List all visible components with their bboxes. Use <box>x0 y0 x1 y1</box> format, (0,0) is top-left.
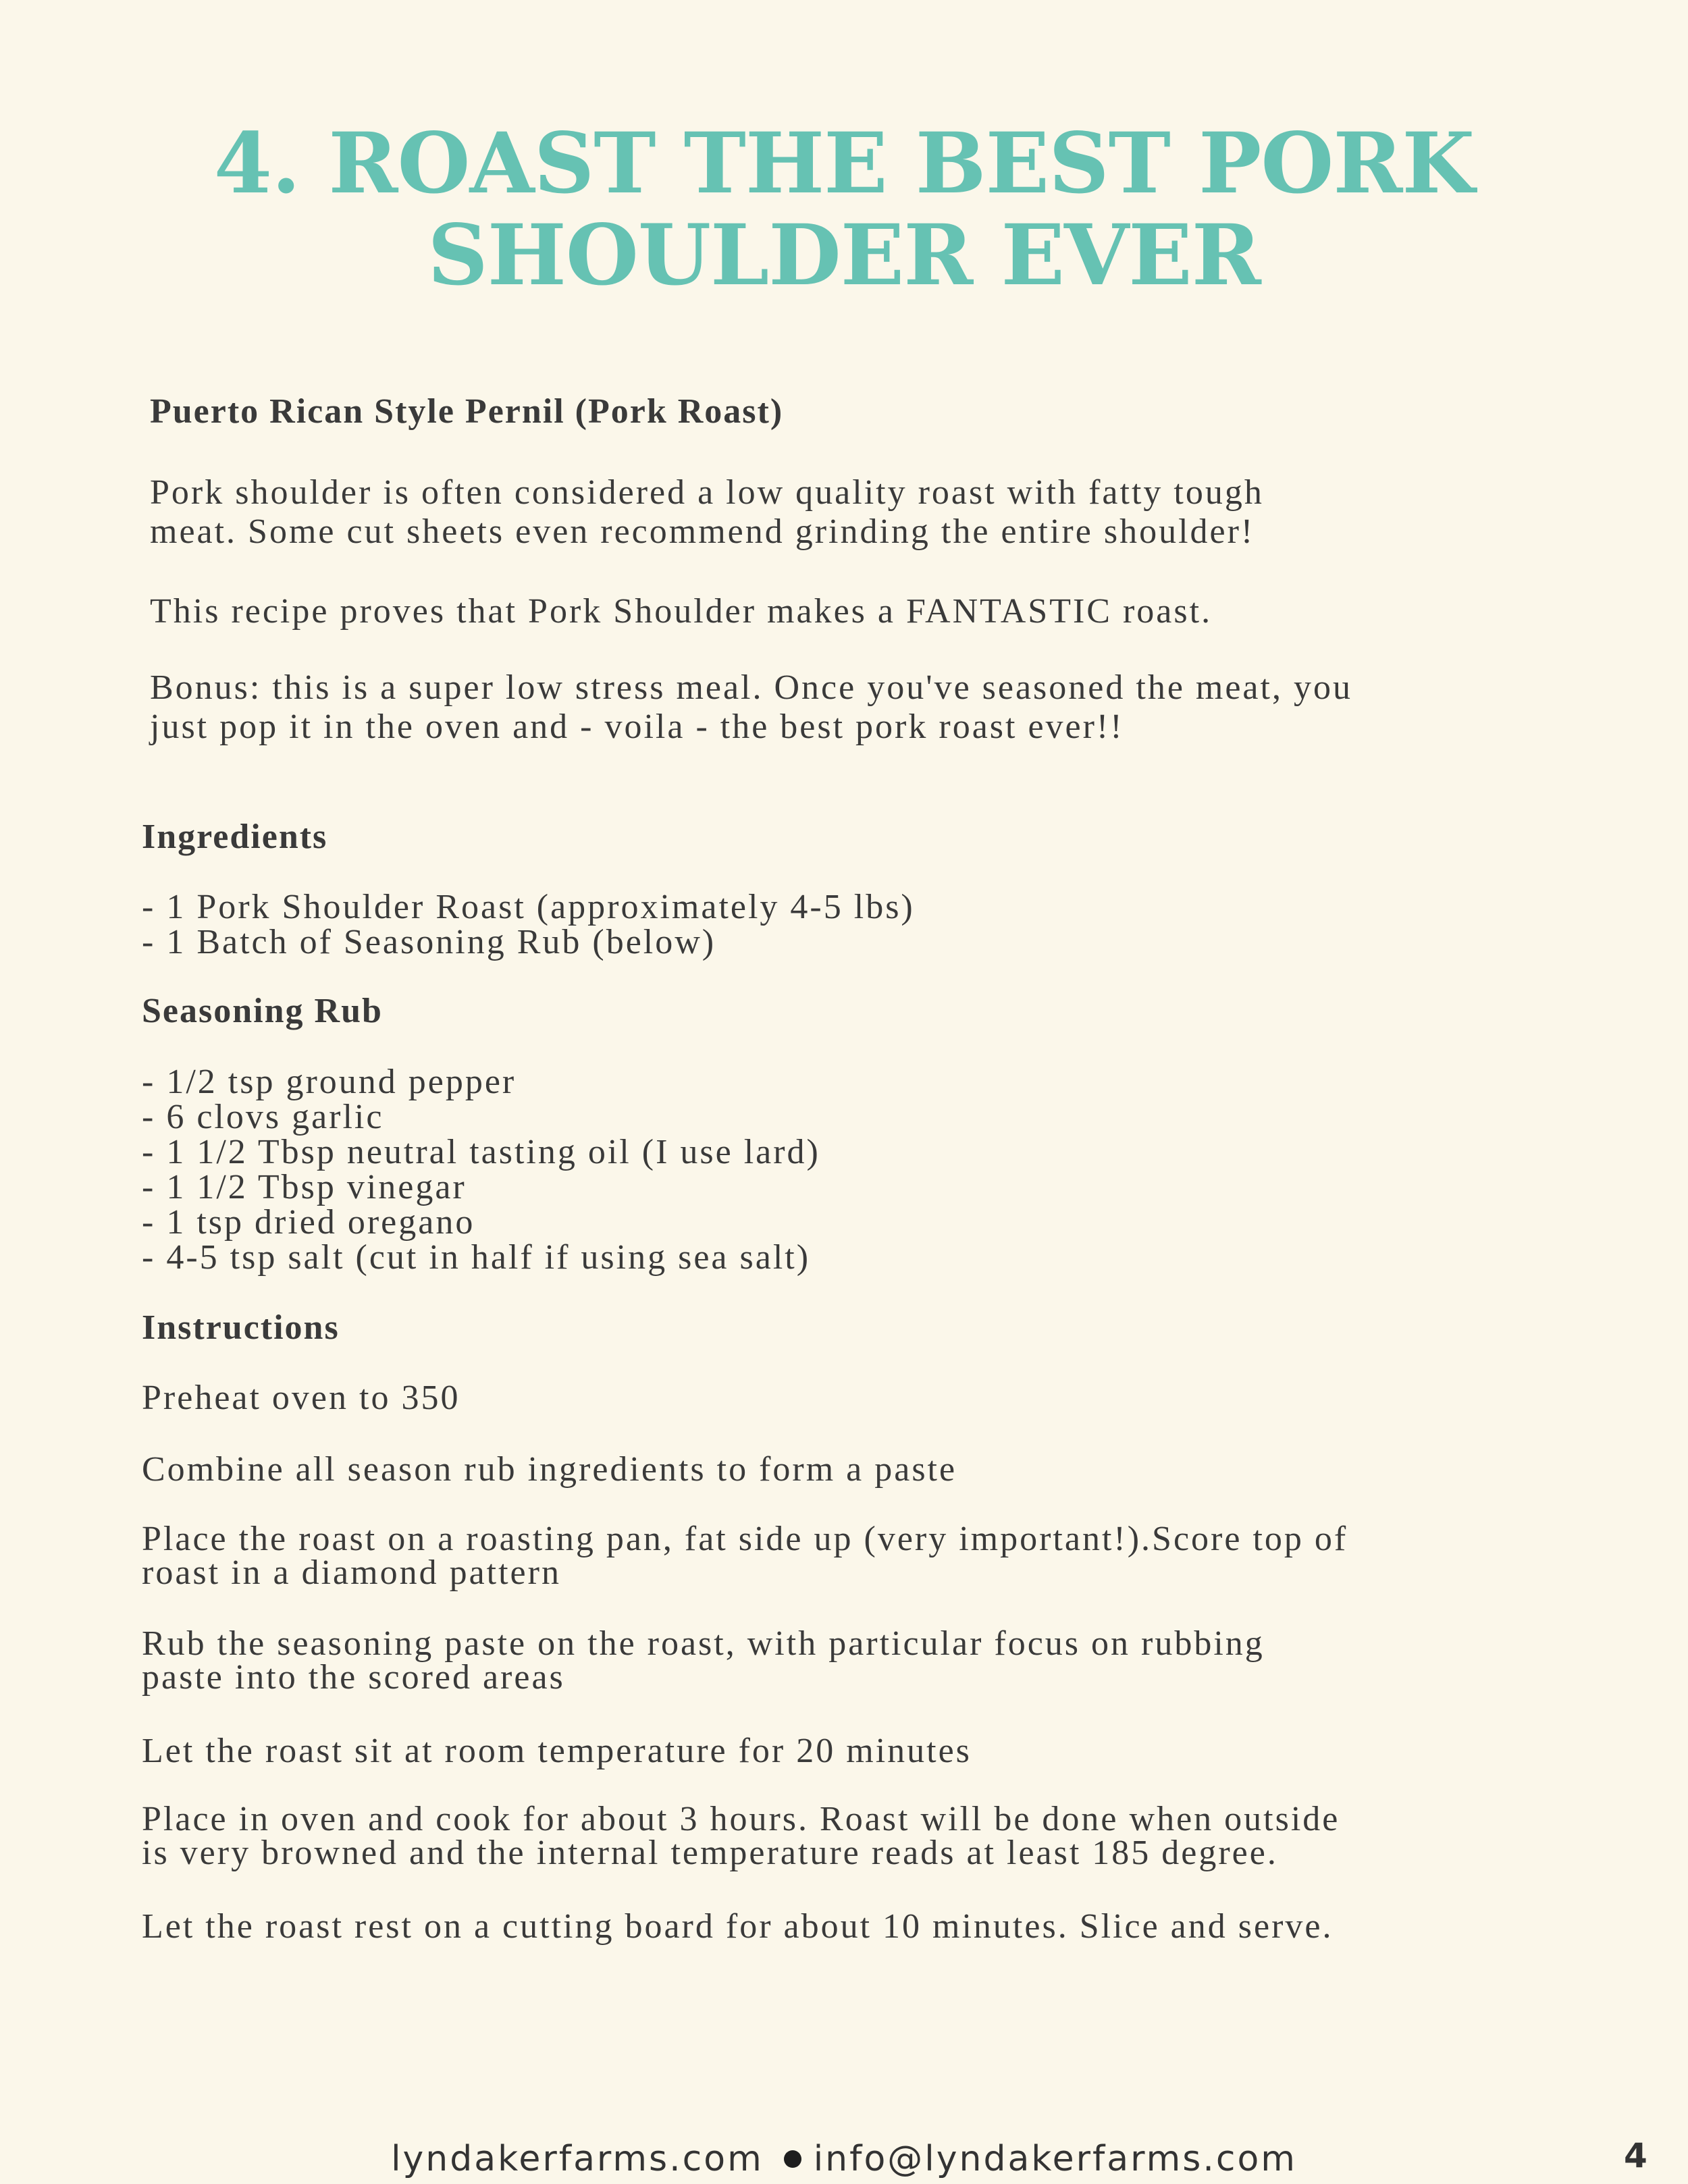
footer <box>0 2139 1688 2179</box>
bullet-dot-icon <box>784 2150 801 2168</box>
instruction-step-6-line-2: is very browned and the internal temperature reads at least 185 degree. <box>142 1834 1278 1872</box>
intro-paragraph-1-line-1: Pork shoulder is often considered a low quality roast with fatty tough <box>150 473 1264 512</box>
intro-paragraph-2: This recipe proves that Pork Shoulder makes a FANTASTIC roast. <box>150 592 1213 631</box>
list-item: - 1 1/2 Tbsp neutral tasting oil (I use lard) <box>142 1133 820 1171</box>
list-item: - 4-5 tsp salt (cut in half if using sea salt) <box>142 1238 811 1277</box>
instruction-step-1: Preheat oven to 350 <box>142 1379 460 1417</box>
list-item: - 1/2 tsp ground pepper <box>142 1063 517 1101</box>
email-link[interactable]: info@lyndakerfarms.com <box>813 2139 1297 2179</box>
seasoning-rub-list <box>142 1065 820 1275</box>
intro-paragraph-1 <box>150 473 1264 552</box>
intro-paragraph-3 <box>150 668 1352 747</box>
list-item: - 1 tsp dried oregano <box>142 1203 475 1242</box>
instruction-step-4-line-2: paste into the scored areas <box>142 1658 565 1697</box>
page-title-line-2: SHOULDER EVER <box>427 207 1261 304</box>
ingredients-list <box>142 890 915 960</box>
website-link[interactable]: lyndakerfarms.com <box>391 2139 764 2179</box>
list-item: - 6 clovs garlic <box>142 1098 384 1136</box>
intro-paragraph-3-line-1: Bonus: this is a super low stress meal. Once you've seasoned the meat, you <box>150 668 1352 707</box>
page-title <box>0 115 1688 304</box>
instruction-step-3-line-1: Place the roast on a roasting pan, fat side up (very important!).Score top of <box>142 1520 1348 1558</box>
list-item: - 1 1/2 Tbsp vinegar <box>142 1168 467 1206</box>
intro-paragraph-1-line-2: meat. Some cut sheets even recommend grinding the entire shoulder! <box>150 512 1255 551</box>
intro-paragraph-3-line-2: just pop it in the oven and - voila - the best pork roast ever!! <box>150 708 1124 746</box>
instruction-step-6 <box>142 1800 1340 1872</box>
list-item: - 1 Batch of Seasoning Rub (below) <box>142 923 716 961</box>
instruction-step-3-line-2: roast in a diamond pattern <box>142 1553 561 1592</box>
instruction-step-3 <box>142 1522 1348 1590</box>
page-title-line-1: 4. ROAST THE BEST PORK <box>213 115 1475 213</box>
instruction-step-2: Combine all season rub ingredients to form a paste <box>142 1450 957 1489</box>
recipe-name: Puerto Rican Style Pernil (Pork Roast) <box>150 392 784 431</box>
instruction-step-5: Let the roast sit at room temperature for 20 minutes <box>142 1732 972 1770</box>
seasoning-rub-heading: Seasoning Rub <box>142 992 383 1030</box>
instruction-step-4-line-1: Rub the seasoning paste on the roast, with particular focus on rubbing <box>142 1624 1265 1663</box>
instruction-step-7: Let the roast rest on a cutting board for about 10 minutes. Slice and serve. <box>142 1907 1334 1946</box>
ingredients-heading: Ingredients <box>142 818 328 856</box>
instructions-heading: Instructions <box>142 1308 340 1347</box>
instruction-step-6-line-1: Place in oven and cook for about 3 hours. Roast will be done when outside <box>142 1800 1340 1838</box>
list-item: - 1 Pork Shoulder Roast (approximately 4-5 lbs) <box>142 888 915 926</box>
instruction-step-4 <box>142 1624 1265 1697</box>
page-number: 4 <box>1624 2136 1647 2175</box>
